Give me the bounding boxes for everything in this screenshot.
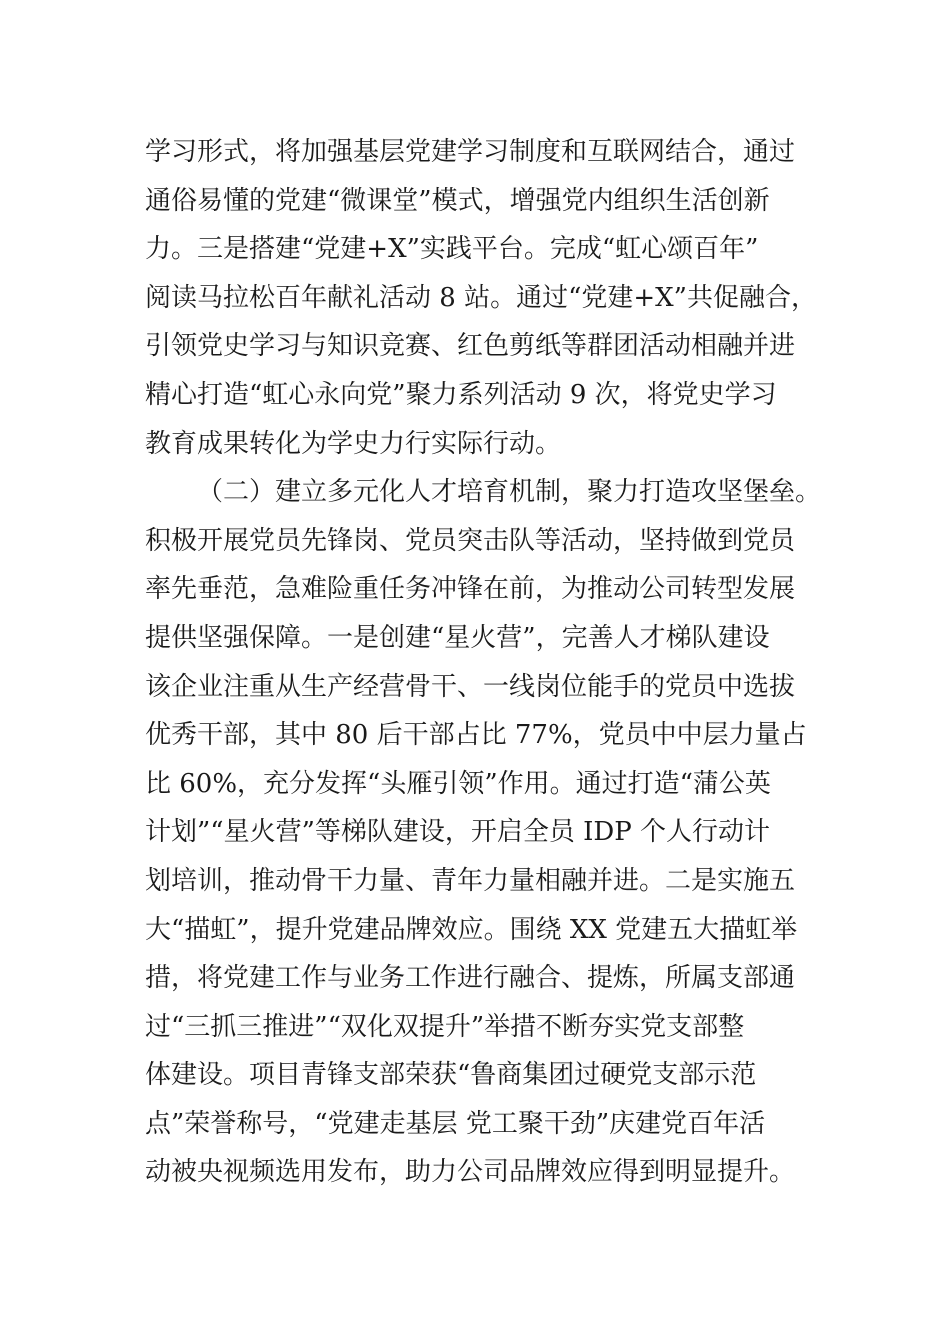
text-line: 优秀干部，其中 80 后干部占比 77%，党员中中层力量占 (145, 720, 807, 751)
text-line: 过“三抓三推进”“双化双提升”举措不断夯实党支部整 (145, 1011, 745, 1042)
text-line: 点”荣誉称号，“党建走基层 党工聚干劲”庆建党百年活 (145, 1108, 766, 1139)
text-line: 精心打造“虹心永向党”聚力系列活动 9 次，将党史学习 (145, 379, 777, 410)
text-line: 提供坚强保障。一是创建“星火营”，完善人才梯队建设 (145, 622, 770, 653)
text-line: 率先垂范，急难险重任务冲锋在前，为推动公司转型发展 (145, 574, 796, 605)
text-line: 措，将党建工作与业务工作进行融合、提炼，所属支部通 (145, 963, 796, 994)
text-line: 力。三是搭建“党建+X”实践平台。完成“虹心颂百年” (145, 234, 759, 265)
text-line: 动被央视频选用发布，助力公司品牌效应得到明显提升。 (145, 1157, 796, 1188)
section-heading-line: （二）建立多元化人才培育机制，聚力打造攻坚堡垒。 (197, 477, 822, 508)
text-line: 教育成果转化为学史力行实际行动。 (145, 428, 562, 459)
text-line: 学习形式，将加强基层党建学习制度和互联网结合，通过 (145, 137, 796, 167)
text-line: 计划”“星火营”等梯队建设，开启全员 IDP 个人行动计 (145, 817, 771, 848)
text-line: 通俗易懂的党建“微课堂”模式，增强党内组织生活创新 (145, 185, 770, 216)
text-line: 积极开展党员先锋岗、党员突击队等活动，坚持做到党员 (145, 525, 796, 556)
text-line: 划培训，推动骨干力量、青年力量相融并进。二是实施五 (145, 865, 796, 896)
text-line: 引领党史学习与知识竞赛、红色剪纸等群团活动相融并进 (145, 331, 796, 362)
text-line: 比 60%，充分发挥“头雁引领”作用。通过打造“蒲公英 (145, 768, 771, 799)
body-text (145, 128, 835, 1197)
text-line: 体建设。项目青锋支部荣获“鲁商集团过硬党支部示范 (145, 1060, 757, 1091)
text-line: 阅读马拉松百年献礼活动 8 站。通过“党建+X”共促融合， (145, 282, 817, 313)
text-line: 大“描虹”，提升党建品牌效应。围绕 XX 党建五大描虹举 (145, 914, 798, 945)
text-line: 该企业注重从生产经营骨干、一线岗位能手的党员中选拔 (145, 671, 796, 702)
